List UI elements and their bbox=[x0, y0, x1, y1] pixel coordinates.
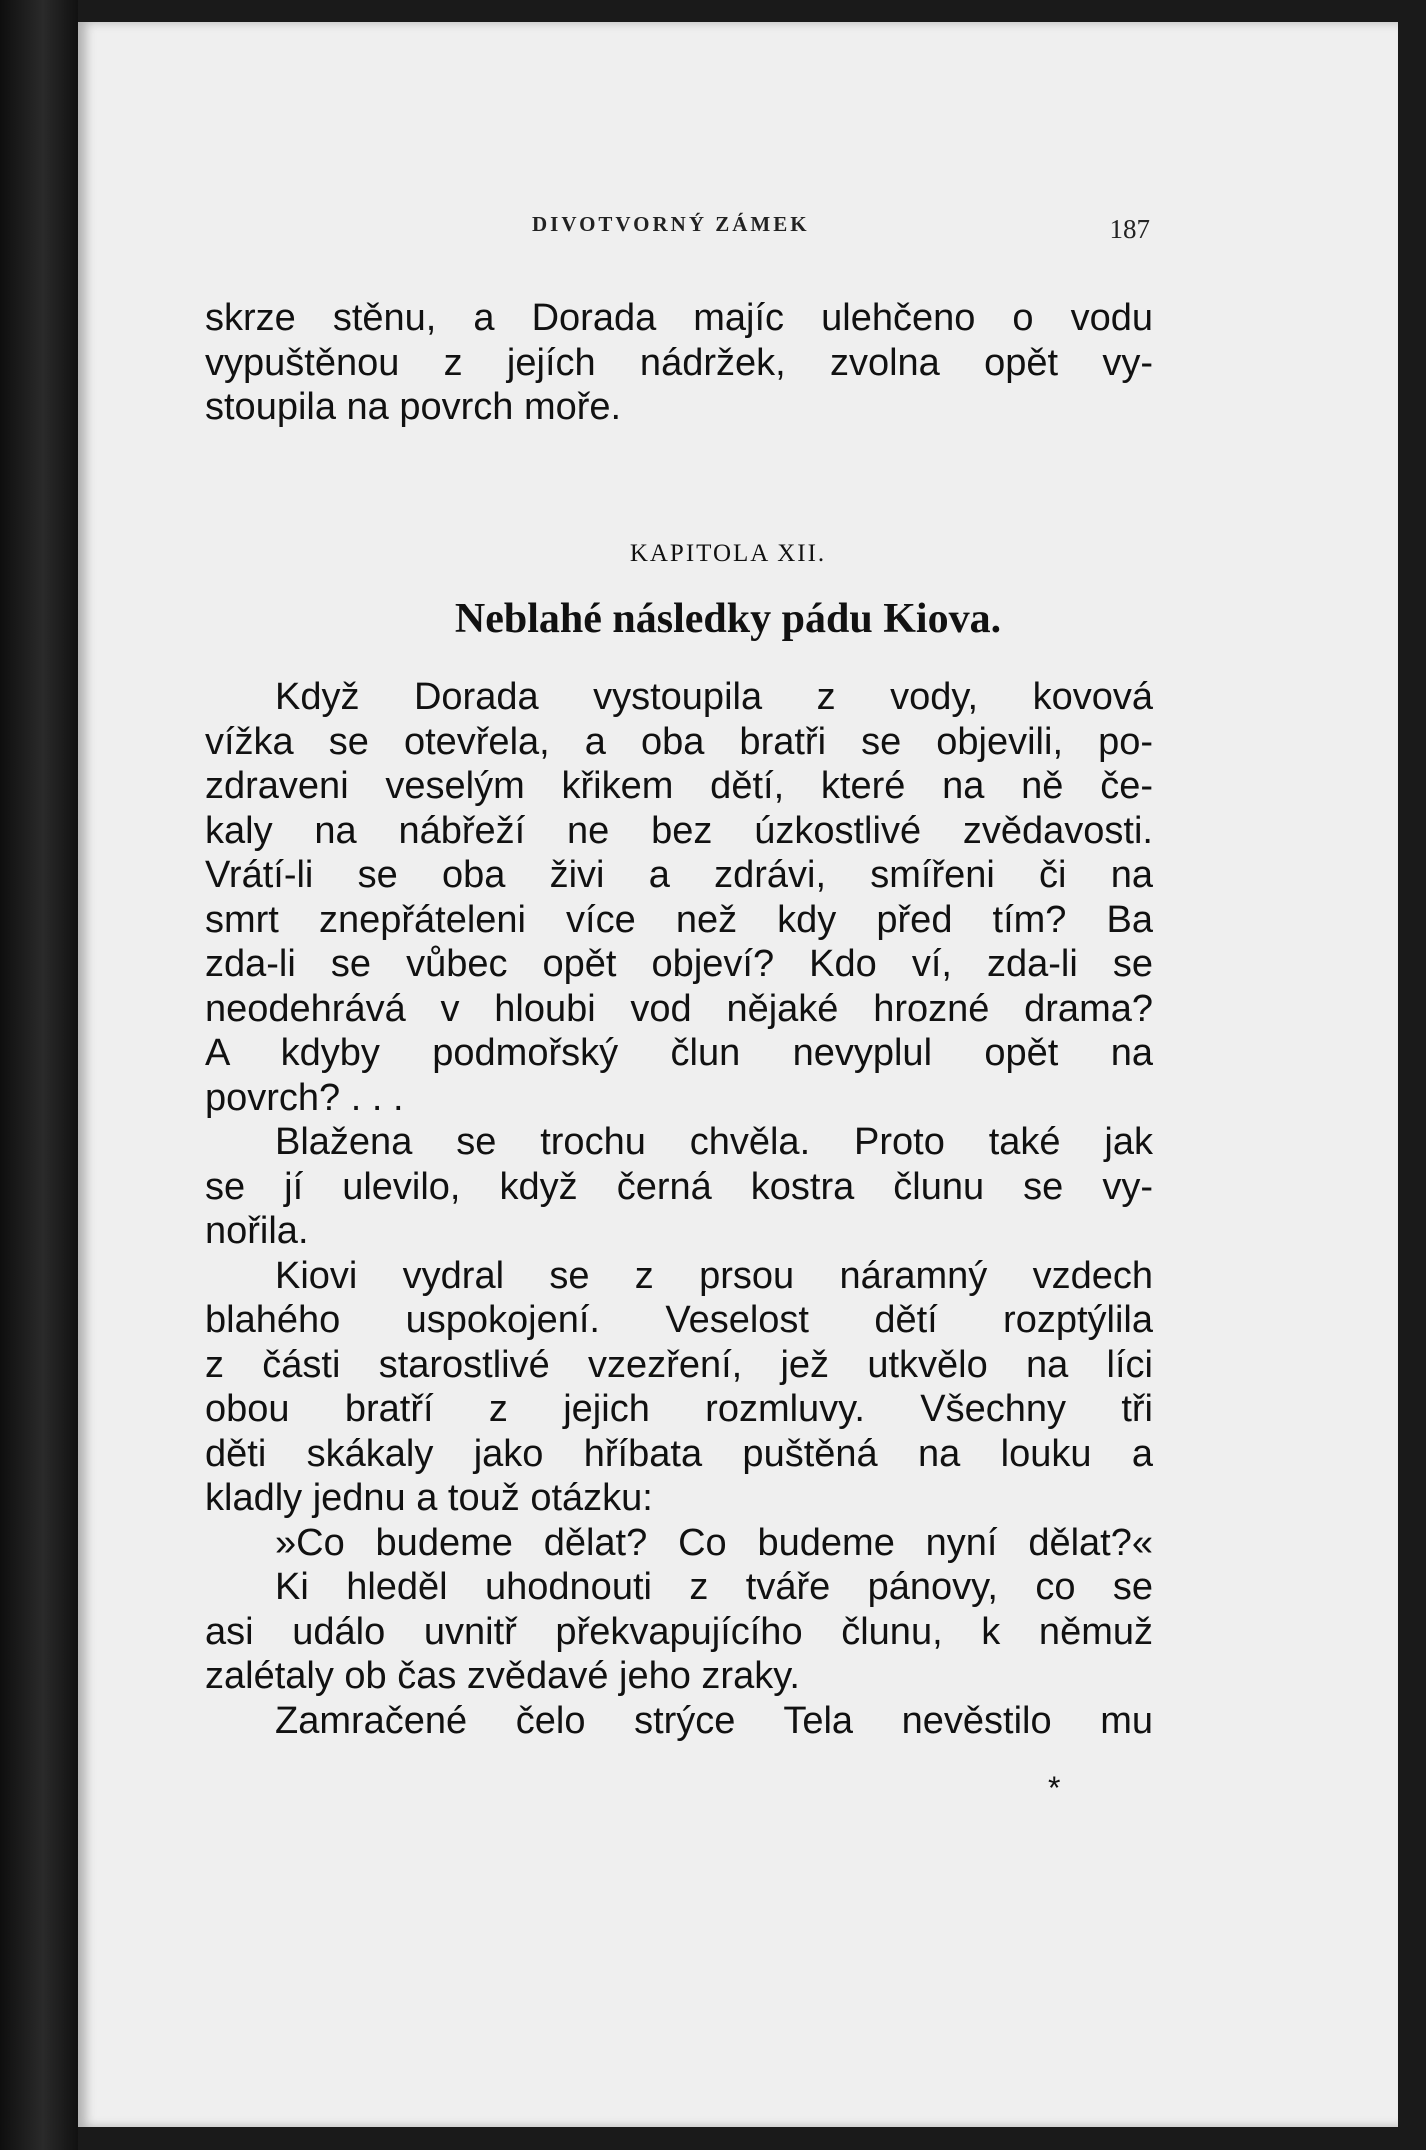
paragraph bbox=[205, 1565, 1153, 1699]
text-line: Vrátí-li se oba živi a zdrávi, smířeni či na bbox=[205, 854, 1153, 896]
chapter-title: Neblahé následky pádu Kiova. bbox=[454, 596, 1002, 642]
signature-mark: * bbox=[1048, 1770, 1061, 1806]
text-line: povrch? . . . bbox=[205, 1076, 404, 1119]
text-line: »Co budeme dělat? Co budeme nyní dělat?« bbox=[275, 1521, 1153, 1564]
text-line: Zamračené čelo strýce Tela nevěstilo mu bbox=[275, 1699, 1153, 1742]
text-line: blahého uspokojení. Veselost dětí rozptýlila bbox=[205, 1299, 1153, 1341]
text-line: obou bratří z jejich rozmluvy. Všechny tři bbox=[205, 1388, 1153, 1430]
text-line: zda-li se vůbec opět objeví? Kdo ví, zda-li se bbox=[205, 943, 1153, 985]
paragraph bbox=[205, 1254, 1153, 1521]
text-line: vížka se otevřela, a oba bratři se objevili, po- bbox=[205, 720, 1153, 763]
paragraph bbox=[205, 675, 1153, 1120]
text-line: kaly na nábřeží ne bez úzkostlivé zvědavosti. bbox=[205, 809, 1153, 852]
text-line: z části starostlivé vzezření, jež utkvělo na líci bbox=[205, 1343, 1153, 1386]
text-line: Ki hleděl uhodnouti z tváře pánovy, co se bbox=[275, 1566, 1153, 1608]
text-line: Když Dorada vystoupila z vody, kovová bbox=[275, 676, 1153, 718]
text-line: kladly jednu a touž otázku: bbox=[205, 1477, 653, 1519]
text-line: skrze stěnu, a Dorada majíc ulehčeno o vodu bbox=[205, 297, 1153, 339]
top-paragraph bbox=[205, 296, 1153, 430]
text-line: zdraveni veselým křikem dětí, které na ně če- bbox=[205, 765, 1153, 807]
text-line: vypuštěnou z jejích nádržek, zvolna opět vy- bbox=[205, 341, 1153, 384]
text-line: zalétaly ob čas zvědavé jeho zraky. bbox=[205, 1655, 800, 1697]
running-title: DIVOTVORNÝ ZÁMEK bbox=[532, 212, 810, 236]
chapter-label: KAPITOLA XII. bbox=[629, 540, 827, 567]
page-header bbox=[532, 212, 1150, 252]
paragraph bbox=[205, 1521, 1153, 1566]
paragraph bbox=[205, 1120, 1153, 1254]
text-line: nořila. bbox=[205, 1210, 309, 1252]
text-line: stoupila na povrch moře. bbox=[205, 386, 622, 428]
text-line: asi událo uvnitř překvapujícího člunu, k němuž bbox=[205, 1610, 1153, 1653]
text-line: Blažena se trochu chvěla. Proto také jak bbox=[275, 1121, 1153, 1163]
text-line: děti skákaly jako hříbata puštěná na louku a bbox=[205, 1432, 1153, 1475]
text-line: Kiovi vydral se z prsou náramný vzdech bbox=[275, 1254, 1153, 1297]
text-line: se jí ulevilo, když černá kostra člunu se vy- bbox=[205, 1165, 1153, 1208]
page-number: 187 bbox=[1109, 214, 1150, 244]
text-line: A kdyby podmořský člun nevyplul opět na bbox=[205, 1032, 1153, 1074]
paragraph bbox=[205, 1699, 1153, 1744]
book-spine bbox=[0, 0, 78, 2150]
text-line: neodehrává v hloubi vod nějaké hrozné drama? bbox=[205, 987, 1153, 1030]
text-line: smrt znepřáteleni více než kdy před tím? Ba bbox=[205, 898, 1153, 941]
body-text bbox=[205, 675, 1153, 1743]
